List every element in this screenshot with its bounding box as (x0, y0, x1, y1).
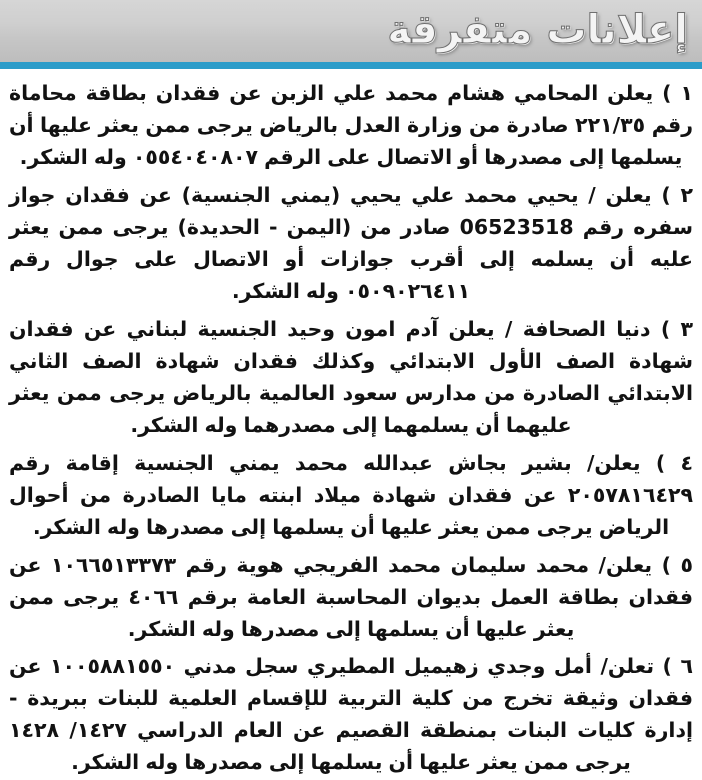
masthead-banner (0, 0, 702, 62)
header-accent-rule (0, 62, 702, 69)
advertisement-item: ٣ ) دنيا الصحافة / يعلن آدم امون وحيد الجنسية لبناني عن فقدان شهادة الصف الأول الابتدائي وكذلك فقدان شهادة الصف الثاني الابتدائي الصادرة من مدارس سعود العالمية بالرياض يرجى ممن يعثر عليهما أن يسلمهما إلى مصدرهما وله الشكر. (9, 316, 693, 437)
page-title: إعلانات متفرقة (387, 7, 688, 53)
advertisement-item: ٢ ) يعلن / يحيي محمد علي يحيي (يمني الجنسية) عن فقدان جواز سفره رقم 06523518 صادر من (اليمن - الحديدة) يرجى ممن يعثر عليه أن يسلمه إلى أقرب جوازات أو الاتصال على جوال رقم ٠٥٠٩٠٢٦٤١١ وله الشكر. (9, 182, 693, 303)
advertisement-item: ٤ ) يعلن/ بشير بجاش عبدالله محمد يمني الجنسية إقامة رقم ٢٠٥٧٨١٦٤٢٩ عن فقدان شهادة ميلاد ابنته مايا الصادرة من أحوال الرياض يرجى ممن يعثر عليها أن يسلمها إلى مصدرها وله الشكر. (9, 450, 693, 539)
advertisement-item: ٥ ) يعلن/ محمد سليمان محمد الفريجي هوية رقم ١٠٦٦٥١٣٣٧٣ عن فقدان بطاقة العمل بديوان المحاسبة العامة برقم ٤٠٦٦ يرجى ممن يعثر عليها أن يسلمها إلى مصدرها وله الشكر. (9, 552, 694, 641)
advertisement-item: ٦ ) تعلن/ أمل وجدي زهيميل المطيري سجل مدني ١٠٠٥٨٨١٥٥٠ عن فقدان وثيقة تخرج من كلية التربية للإقسام العلمية للبنات ببريدة - إدارة كليات البنات بمنطقة القصيم عن العام الدراسي ١٤٢٧/ ١٤٢٨ يرجى ممن يعثر عليها أن يسلمها إلى مصدرها وله الشكر. (9, 654, 693, 775)
advertisement-item: ١ ) يعلن المحامي هشام محمد علي الزبن عن فقدان بطاقة محاماة رقم ٢٢١/٣٥ صادرة من وزارة العدل بالرياض يرجى ممن يعثر عليها أن يسلمها إلى مصدرها أو الاتصال على الرقم ٠٥٥٤٠٤٠٨٠٧ وله الشكر. (9, 81, 693, 169)
advertisements-list (0, 69, 702, 779)
